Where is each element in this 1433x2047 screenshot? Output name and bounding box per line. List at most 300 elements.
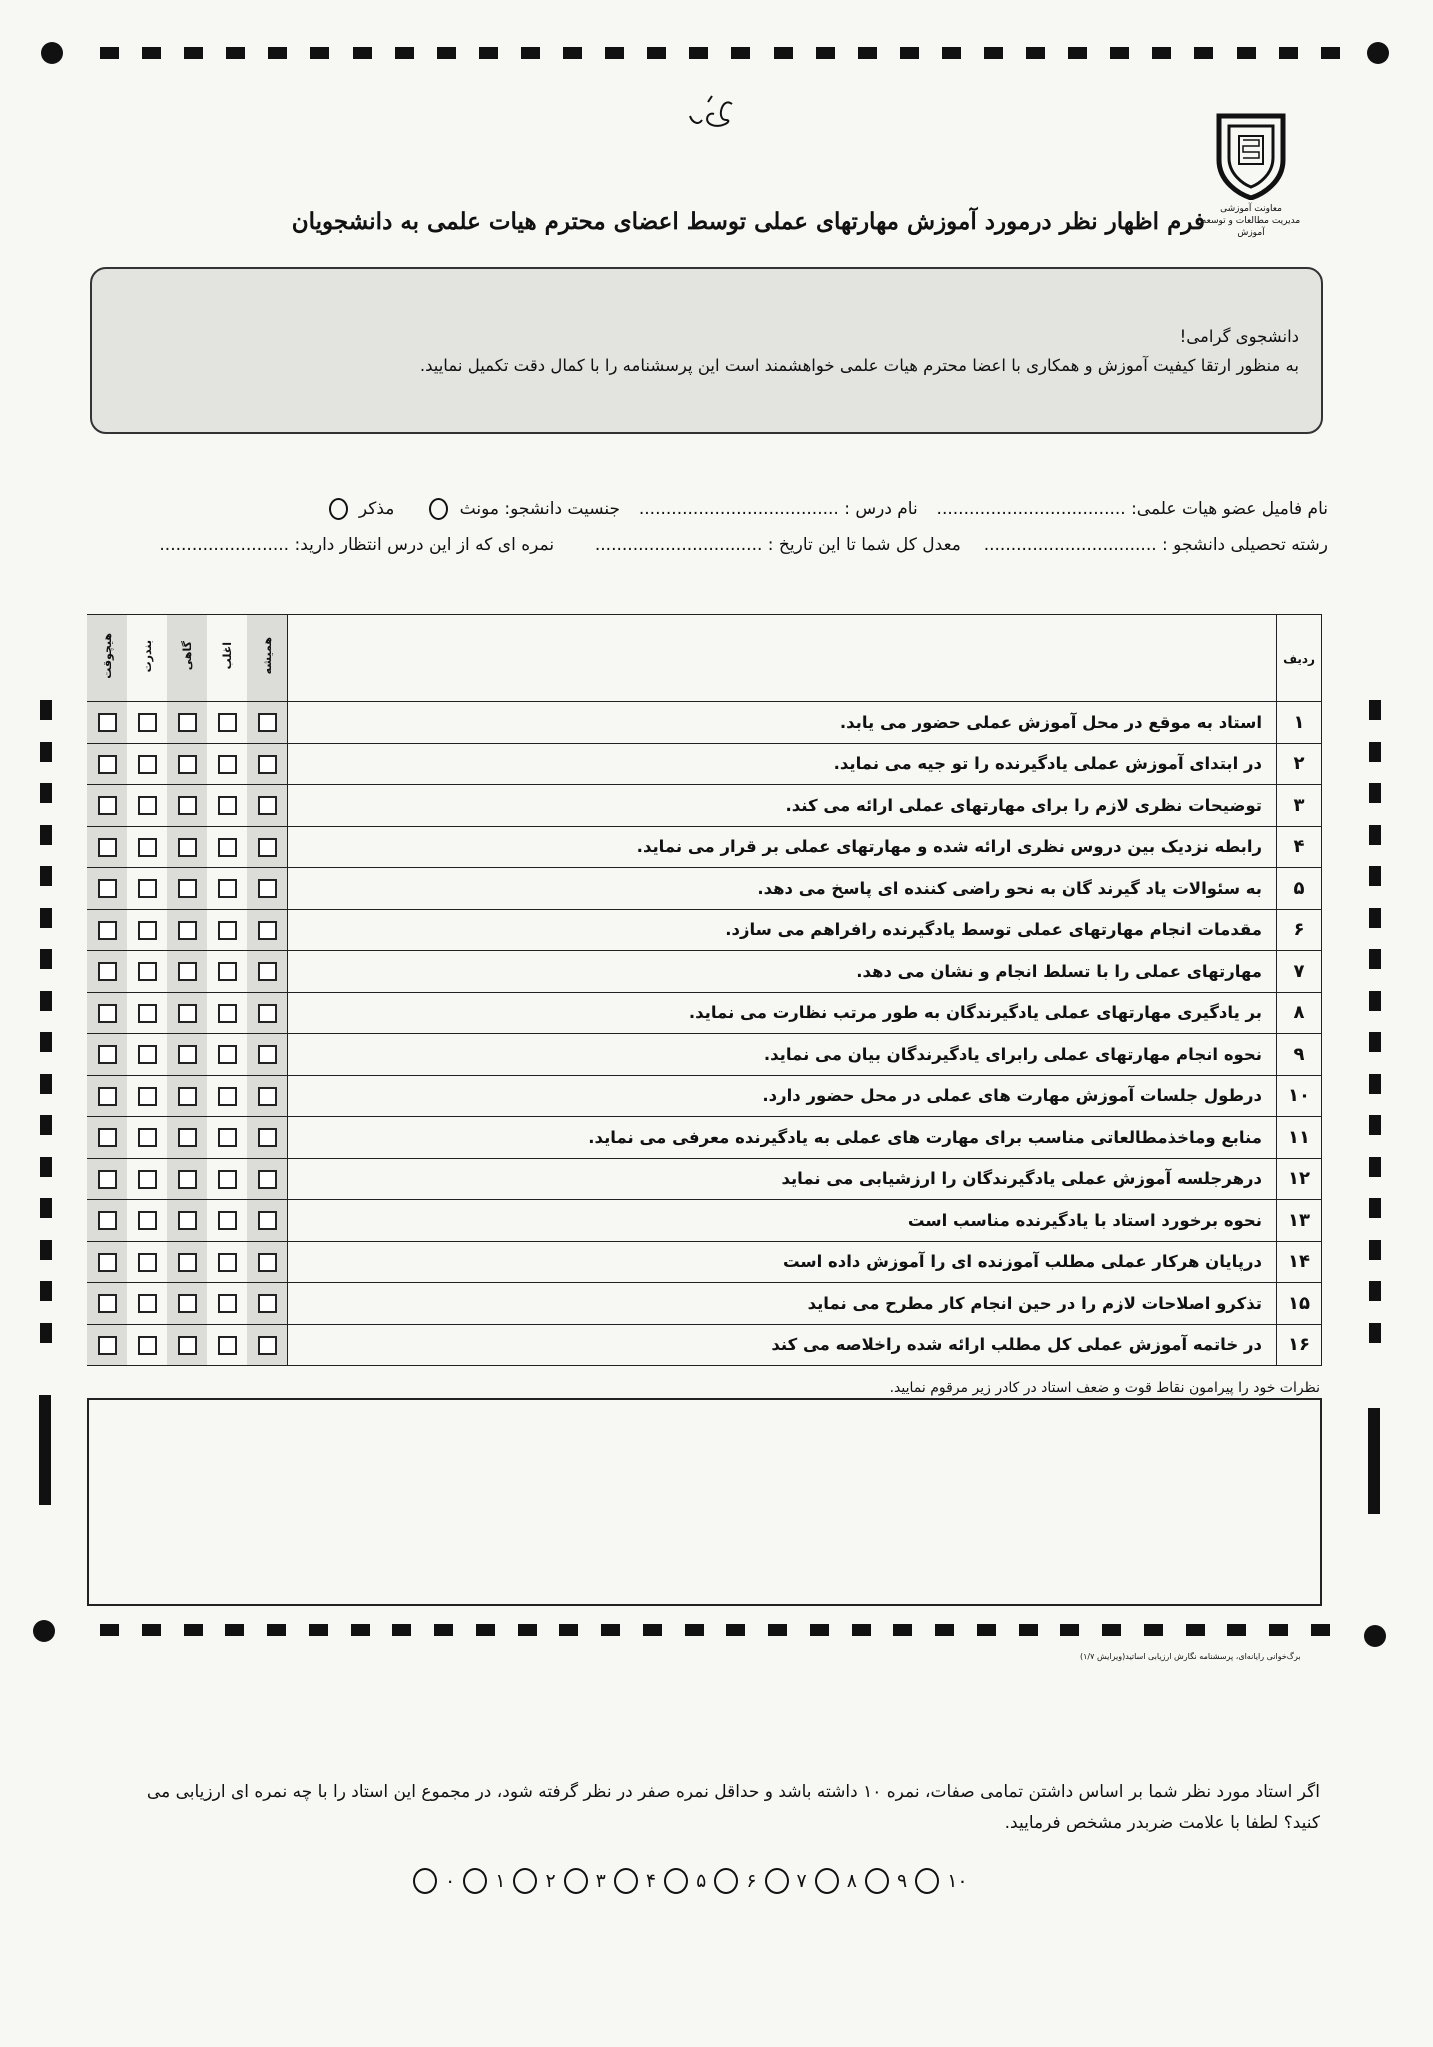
timing-mark: [1269, 1624, 1288, 1636]
timing-mark: [1369, 1032, 1381, 1052]
checkbox-often[interactable]: [218, 838, 237, 857]
option-header-always: همیشه: [247, 615, 288, 702]
checkbox-sometimes[interactable]: [178, 1004, 197, 1023]
grade-number: ۱۰: [947, 1870, 968, 1892]
timing-mark: [521, 47, 540, 59]
option-cell-never: [87, 868, 127, 910]
grade-bubble[interactable]: [815, 1868, 839, 1894]
option-cell-sometimes: [167, 1075, 207, 1117]
checkbox-sometimes[interactable]: [178, 962, 197, 981]
checkbox-always[interactable]: [258, 1211, 277, 1230]
faculty-name-field[interactable]: نام فامیل عضو هیات علمی: ...................................: [936, 499, 1328, 519]
checkbox-sometimes[interactable]: [178, 1294, 197, 1313]
question-text: نحوه انجام مهارتهای عملی رابرای یادگیرندگان بیان می نماید.: [288, 1034, 1277, 1076]
option-cell-always: [247, 1200, 288, 1242]
timing-mark: [731, 47, 750, 59]
option-cell-always: [247, 743, 288, 785]
option-cell-sometimes: [167, 1283, 207, 1325]
checkbox-never[interactable]: [98, 921, 117, 940]
checkbox-sometimes[interactable]: [178, 796, 197, 815]
option-cell-always: [247, 868, 288, 910]
checkbox-rarely[interactable]: [138, 1294, 157, 1313]
timing-mark: [1110, 47, 1129, 59]
timing-mark: [1369, 866, 1381, 886]
table-row: [87, 1241, 1322, 1283]
timing-bar-left: [39, 1395, 51, 1505]
table-header-row: [87, 615, 1322, 702]
option-cell-always: [247, 702, 288, 744]
timing-mark: [40, 1115, 52, 1135]
timing-mark: [858, 47, 877, 59]
option-cell-rarely: [127, 1075, 167, 1117]
timing-mark: [1369, 908, 1381, 928]
checkbox-often[interactable]: [218, 1336, 237, 1355]
checkbox-often[interactable]: [218, 755, 237, 774]
timing-mark: [184, 47, 203, 59]
option-cell-often: [207, 1117, 247, 1159]
timing-mark: [1194, 47, 1213, 59]
timing-marks-top: [100, 47, 1340, 59]
option-cell-never: [87, 702, 127, 744]
timing-mark: [774, 47, 793, 59]
checkbox-always[interactable]: [258, 755, 277, 774]
option-cell-often: [207, 868, 247, 910]
timing-bar-right: [1368, 1408, 1380, 1514]
option-cell-sometimes: [167, 785, 207, 827]
option-header-often: اغلب: [207, 615, 247, 702]
checkbox-often[interactable]: [218, 1087, 237, 1106]
registration-dot-top-right: [1367, 42, 1389, 64]
timing-mark: [40, 991, 52, 1011]
option-cell-always: [247, 785, 288, 827]
checkbox-rarely[interactable]: [138, 713, 157, 732]
option-cell-rarely: [127, 951, 167, 993]
timing-mark: [1068, 47, 1087, 59]
timing-mark: [563, 47, 582, 59]
checkbox-sometimes[interactable]: [178, 1170, 197, 1189]
grade-number: ۷: [796, 1870, 807, 1892]
checkbox-always[interactable]: [258, 921, 277, 940]
row-number: ۹: [1277, 1034, 1322, 1076]
checkbox-sometimes[interactable]: [178, 1336, 197, 1355]
option-cell-sometimes: [167, 1117, 207, 1159]
timing-mark: [40, 1281, 52, 1301]
timing-mark: [437, 47, 456, 59]
checkbox-rarely[interactable]: [138, 1004, 157, 1023]
question-text: در خاتمه آموزش عملی کل مطلب ارائه شده راخلاصه می کند: [288, 1324, 1277, 1366]
option-cell-often: [207, 702, 247, 744]
timing-mark: [559, 1624, 578, 1636]
grade-bubble[interactable]: [614, 1868, 638, 1894]
option-header-never: هیچوقت: [87, 615, 127, 702]
option-cell-sometimes: [167, 1241, 207, 1283]
footer-credit: برگ‌خوانی رایانه‌ای، پرسشنامه نگارش ارزیابی اساتید(ویرایش ۱/۷): [1080, 1652, 1301, 1661]
checkbox-always[interactable]: [258, 796, 277, 815]
checkbox-never[interactable]: [98, 1211, 117, 1230]
timing-mark: [226, 47, 245, 59]
timing-mark: [142, 47, 161, 59]
timing-mark: [40, 783, 52, 803]
timing-mark: [1321, 47, 1340, 59]
option-cell-sometimes: [167, 1200, 207, 1242]
timing-mark: [1369, 1281, 1381, 1301]
timing-mark: [40, 1240, 52, 1260]
timing-mark: [1369, 991, 1381, 1011]
expected-grade-field[interactable]: نمره ای که از این درس انتظار دارید: ........................: [159, 535, 555, 555]
row-number: ۱۰: [1277, 1075, 1322, 1117]
timing-mark: [476, 1624, 495, 1636]
checkbox-sometimes[interactable]: [178, 838, 197, 857]
option-cell-rarely: [127, 1034, 167, 1076]
checkbox-often[interactable]: [218, 921, 237, 940]
timing-mark: [268, 47, 287, 59]
option-cell-often: [207, 909, 247, 951]
option-cell-sometimes: [167, 702, 207, 744]
checkbox-often[interactable]: [218, 1170, 237, 1189]
timing-mark: [309, 1624, 328, 1636]
grade-question: اگر استاد مورد نظر شما بر اساس داشتن تمامی صفات، نمره ۱۰ داشته باشد و حداقل نمره صفر در نظر گرفته شود، در مجموع این استاد را با چه نمره ای ارزیابی می کنید؟ لطفا با علامت ضربدر مشخص فرمایید.: [146, 1782, 1320, 1833]
checkbox-rarely[interactable]: [138, 962, 157, 981]
timing-mark: [1369, 825, 1381, 845]
option-cell-never: [87, 992, 127, 1034]
checkbox-rarely[interactable]: [138, 1211, 157, 1230]
option-cell-rarely: [127, 1324, 167, 1366]
table-row: [87, 702, 1322, 744]
intro-box: [90, 267, 1323, 434]
timing-mark: [935, 1624, 954, 1636]
checkbox-sometimes[interactable]: [178, 1211, 197, 1230]
checkbox-rarely[interactable]: [138, 1170, 157, 1189]
row-number: ۱۶: [1277, 1324, 1322, 1366]
timing-mark: [1369, 1074, 1381, 1094]
option-cell-never: [87, 1117, 127, 1159]
option-cell-rarely: [127, 909, 167, 951]
option-cell-sometimes: [167, 951, 207, 993]
timing-mark: [1279, 47, 1298, 59]
checkbox-never[interactable]: [98, 1253, 117, 1272]
option-cell-often: [207, 951, 247, 993]
row-number: ۱۲: [1277, 1158, 1322, 1200]
option-cell-often: [207, 785, 247, 827]
question-text: به سئوالات یاد گیرند گان به نحو راضی کننده ای پاسخ می دهد.: [288, 868, 1277, 910]
option-cell-never: [87, 785, 127, 827]
checkbox-sometimes[interactable]: [178, 1045, 197, 1064]
timing-mark: [1369, 949, 1381, 969]
registration-dot-top-left: [41, 42, 63, 64]
grade-number: ۲: [545, 1870, 556, 1892]
row-number: ۱: [1277, 702, 1322, 744]
option-cell-always: [247, 1117, 288, 1159]
timing-mark: [40, 866, 52, 886]
timing-mark: [900, 47, 919, 59]
handwritten-signature: [680, 90, 740, 138]
option-cell-sometimes: [167, 1158, 207, 1200]
gender-female-radio[interactable]: [429, 498, 448, 520]
intro-greeting: دانشجوی گرامی!: [1179, 327, 1299, 346]
timing-marks-right: [1369, 700, 1383, 1350]
checkbox-often[interactable]: [218, 1128, 237, 1147]
option-cell-often: [207, 1200, 247, 1242]
checkbox-always[interactable]: [258, 1087, 277, 1106]
timing-mark: [40, 1323, 52, 1343]
option-cell-always: [247, 909, 288, 951]
male-label: مذکر: [358, 499, 395, 519]
grade-bubble[interactable]: [564, 1868, 588, 1894]
timing-mark: [395, 47, 414, 59]
option-cell-often: [207, 743, 247, 785]
checkbox-never[interactable]: [98, 1294, 117, 1313]
comments-label: نظرات خود را پیرامون نقاط قوت و ضعف استاد در کادر زیر مرقوم نمایید.: [889, 1380, 1320, 1396]
checkbox-rarely[interactable]: [138, 1336, 157, 1355]
grade-bubble[interactable]: [714, 1868, 738, 1894]
table-row: [87, 1075, 1322, 1117]
checkbox-rarely[interactable]: [138, 838, 157, 857]
checkbox-never[interactable]: [98, 1128, 117, 1147]
checkbox-rarely[interactable]: [138, 879, 157, 898]
gpa-field[interactable]: معدل کل شما تا این تاریخ : ...............................: [594, 535, 961, 555]
table-row: [87, 1283, 1322, 1325]
option-cell-sometimes: [167, 909, 207, 951]
question-text: مهارتهای عملی را با تسلط انجام و نشان می دهد.: [288, 951, 1277, 993]
timing-mark: [40, 825, 52, 845]
grade-bubble[interactable]: [765, 1868, 789, 1894]
grade-bubble[interactable]: [915, 1868, 939, 1894]
checkbox-never[interactable]: [98, 1004, 117, 1023]
timing-mark: [768, 1624, 787, 1636]
grade-number: ۳: [595, 1870, 606, 1892]
checkbox-always[interactable]: [258, 1128, 277, 1147]
option-cell-rarely: [127, 1200, 167, 1242]
grade-number: ۵: [696, 1870, 707, 1892]
timing-mark: [1369, 1240, 1381, 1260]
checkbox-never[interactable]: [98, 755, 117, 774]
checkbox-often[interactable]: [218, 1004, 237, 1023]
option-cell-always: [247, 1034, 288, 1076]
timing-mark: [816, 47, 835, 59]
timing-mark: [1237, 47, 1256, 59]
timing-mark: [1019, 1624, 1038, 1636]
checkbox-often[interactable]: [218, 796, 237, 815]
timing-mark: [392, 1624, 411, 1636]
timing-mark: [726, 1624, 745, 1636]
timing-mark: [1186, 1624, 1205, 1636]
table-row: [87, 743, 1322, 785]
checkbox-often[interactable]: [218, 1045, 237, 1064]
intro-text: به منظور ارتقا کیفیت آموزش و همکاری با اعضا محترم هیات علمی خواهشمند است این پرسشنامه را با کمال دقت تکمیل نمایید.: [419, 356, 1299, 375]
table-row: [87, 785, 1322, 827]
checkbox-never[interactable]: [98, 838, 117, 857]
checkbox-often[interactable]: [218, 1211, 237, 1230]
checkbox-sometimes[interactable]: [178, 713, 197, 732]
timing-mark: [100, 47, 119, 59]
timing-mark: [479, 47, 498, 59]
checkbox-never[interactable]: [98, 962, 117, 981]
checkbox-often[interactable]: [218, 962, 237, 981]
option-cell-rarely: [127, 1117, 167, 1159]
comments-box[interactable]: [87, 1398, 1322, 1606]
grade-bubble[interactable]: [413, 1868, 437, 1894]
checkbox-rarely[interactable]: [138, 1128, 157, 1147]
question-text: منابع وماخذمطالعاتی مناسب برای مهارت های عملی به یادگیرنده معرفی می نماید.: [288, 1117, 1277, 1159]
grade-bubble[interactable]: [463, 1868, 487, 1894]
table-row: [87, 1117, 1322, 1159]
grade-bubble[interactable]: [865, 1868, 889, 1894]
checkbox-always[interactable]: [258, 1170, 277, 1189]
checkbox-always[interactable]: [258, 1336, 277, 1355]
registration-dot-bottom-left: [33, 1620, 55, 1642]
option-cell-rarely: [127, 785, 167, 827]
timing-mark: [1311, 1624, 1330, 1636]
option-header-sometimes: گاهی: [167, 615, 207, 702]
checkbox-sometimes[interactable]: [178, 1128, 197, 1147]
checkbox-never[interactable]: [98, 879, 117, 898]
option-cell-never: [87, 1158, 127, 1200]
option-cell-always: [247, 826, 288, 868]
timing-mark: [647, 47, 666, 59]
row-number: ۱۳: [1277, 1200, 1322, 1242]
grade-number: ۸: [846, 1870, 857, 1892]
option-cell-rarely: [127, 1158, 167, 1200]
table-row: [87, 1158, 1322, 1200]
question-text: درهرجلسه آموزش عملی یادگیرندگان را ارزشیابی می نماید: [288, 1158, 1277, 1200]
checkbox-often[interactable]: [218, 1294, 237, 1313]
table-row: [87, 1034, 1322, 1076]
row-number: ۱۴: [1277, 1241, 1322, 1283]
option-cell-often: [207, 1158, 247, 1200]
row-number: ۵: [1277, 868, 1322, 910]
checkbox-sometimes[interactable]: [178, 921, 197, 940]
option-cell-always: [247, 992, 288, 1034]
option-cell-rarely: [127, 992, 167, 1034]
checkbox-always[interactable]: [258, 838, 277, 857]
table-row: [87, 992, 1322, 1034]
checkbox-sometimes[interactable]: [178, 879, 197, 898]
option-cell-often: [207, 1283, 247, 1325]
option-cell-sometimes: [167, 826, 207, 868]
option-cell-never: [87, 743, 127, 785]
grade-bubble[interactable]: [664, 1868, 688, 1894]
checkbox-never[interactable]: [98, 1045, 117, 1064]
table-row: [87, 909, 1322, 951]
grade-bubble[interactable]: [513, 1868, 537, 1894]
option-cell-rarely: [127, 1241, 167, 1283]
checkbox-never[interactable]: [98, 1087, 117, 1106]
option-cell-always: [247, 1283, 288, 1325]
checkbox-rarely[interactable]: [138, 1045, 157, 1064]
timing-mark: [977, 1624, 996, 1636]
checkbox-rarely[interactable]: [138, 755, 157, 774]
gender-label: جنسیت دانشجو: مونث: [459, 499, 621, 519]
timing-mark: [40, 908, 52, 928]
checkbox-often[interactable]: [218, 713, 237, 732]
grade-number: ۹: [896, 1870, 908, 1892]
checkbox-often[interactable]: [218, 879, 237, 898]
question-text: درپایان هرکار عملی مطلب آموزنده ای را آموزش داده است: [288, 1241, 1277, 1283]
checkbox-always[interactable]: [258, 1253, 277, 1272]
registration-dot-bottom-right: [1364, 1625, 1386, 1647]
question-text: در ابتدای آموزش عملی یادگیرنده را تو جیه می نماید.: [288, 743, 1277, 785]
grade-number: ۰: [445, 1870, 456, 1892]
option-cell-often: [207, 826, 247, 868]
checkbox-always[interactable]: [258, 879, 277, 898]
radif-header: ردیف: [1277, 615, 1322, 702]
checkbox-often[interactable]: [218, 1253, 237, 1272]
course-name-field[interactable]: نام درس : .....................................: [638, 499, 918, 519]
checkbox-never[interactable]: [98, 1336, 117, 1355]
timing-mark: [267, 1624, 286, 1636]
checkbox-rarely[interactable]: [138, 1087, 157, 1106]
timing-mark: [434, 1624, 453, 1636]
option-cell-sometimes: [167, 992, 207, 1034]
major-field[interactable]: رشته تحصیلی دانشجو : ................................: [983, 535, 1328, 555]
checkbox-sometimes[interactable]: [178, 755, 197, 774]
timing-mark: [1227, 1624, 1246, 1636]
checkbox-always[interactable]: [258, 1294, 277, 1313]
checkbox-always[interactable]: [258, 713, 277, 732]
question-text: مقدمات انجام مهارتهای عملی توسط یادگیرنده رافراهم می سازد.: [288, 909, 1277, 951]
option-cell-often: [207, 992, 247, 1034]
checkbox-rarely[interactable]: [138, 796, 157, 815]
option-cell-never: [87, 909, 127, 951]
checkbox-sometimes[interactable]: [178, 1087, 197, 1106]
timing-mark: [184, 1624, 203, 1636]
table-row: [87, 1200, 1322, 1242]
timing-mark: [1369, 1115, 1381, 1135]
timing-mark: [1152, 47, 1171, 59]
row-number: ۷: [1277, 951, 1322, 993]
row-number: ۶: [1277, 909, 1322, 951]
checkbox-always[interactable]: [258, 1045, 277, 1064]
grade-scale: [413, 1868, 968, 1894]
option-cell-rarely: [127, 826, 167, 868]
checkbox-sometimes[interactable]: [178, 1253, 197, 1272]
info-line-1: [323, 498, 1329, 520]
option-cell-always: [247, 1158, 288, 1200]
timing-mark: [225, 1624, 244, 1636]
checkbox-rarely[interactable]: [138, 921, 157, 940]
timing-mark: [40, 700, 52, 720]
table-row: [87, 1324, 1322, 1366]
option-cell-never: [87, 1283, 127, 1325]
gender-male-radio[interactable]: [329, 498, 348, 520]
checkbox-always[interactable]: [258, 962, 277, 981]
timing-mark: [643, 1624, 662, 1636]
option-cell-never: [87, 1200, 127, 1242]
timing-mark: [40, 1157, 52, 1177]
option-cell-often: [207, 1241, 247, 1283]
university-logo: [1215, 112, 1287, 200]
checkbox-rarely[interactable]: [138, 1253, 157, 1272]
checkbox-never[interactable]: [98, 713, 117, 732]
timing-mark: [353, 47, 372, 59]
table-row: [87, 951, 1322, 993]
checkbox-never[interactable]: [98, 796, 117, 815]
timing-mark: [100, 1624, 119, 1636]
row-number: ۱۵: [1277, 1283, 1322, 1325]
timing-marks-bottom: [100, 1624, 1330, 1636]
option-cell-always: [247, 1324, 288, 1366]
timing-mark: [310, 47, 329, 59]
timing-mark: [1369, 742, 1381, 762]
info-line-2: [159, 535, 1328, 555]
question-text: استاد به موقع در محل آموزش عملی حضور می یابد.: [288, 702, 1277, 744]
question-text: درطول جلسات آموزش مهارت های عملی در محل حضور دارد.: [288, 1075, 1277, 1117]
timing-mark: [40, 949, 52, 969]
option-cell-sometimes: [167, 743, 207, 785]
checkbox-never[interactable]: [98, 1170, 117, 1189]
checkbox-always[interactable]: [258, 1004, 277, 1023]
timing-mark: [1369, 1157, 1381, 1177]
